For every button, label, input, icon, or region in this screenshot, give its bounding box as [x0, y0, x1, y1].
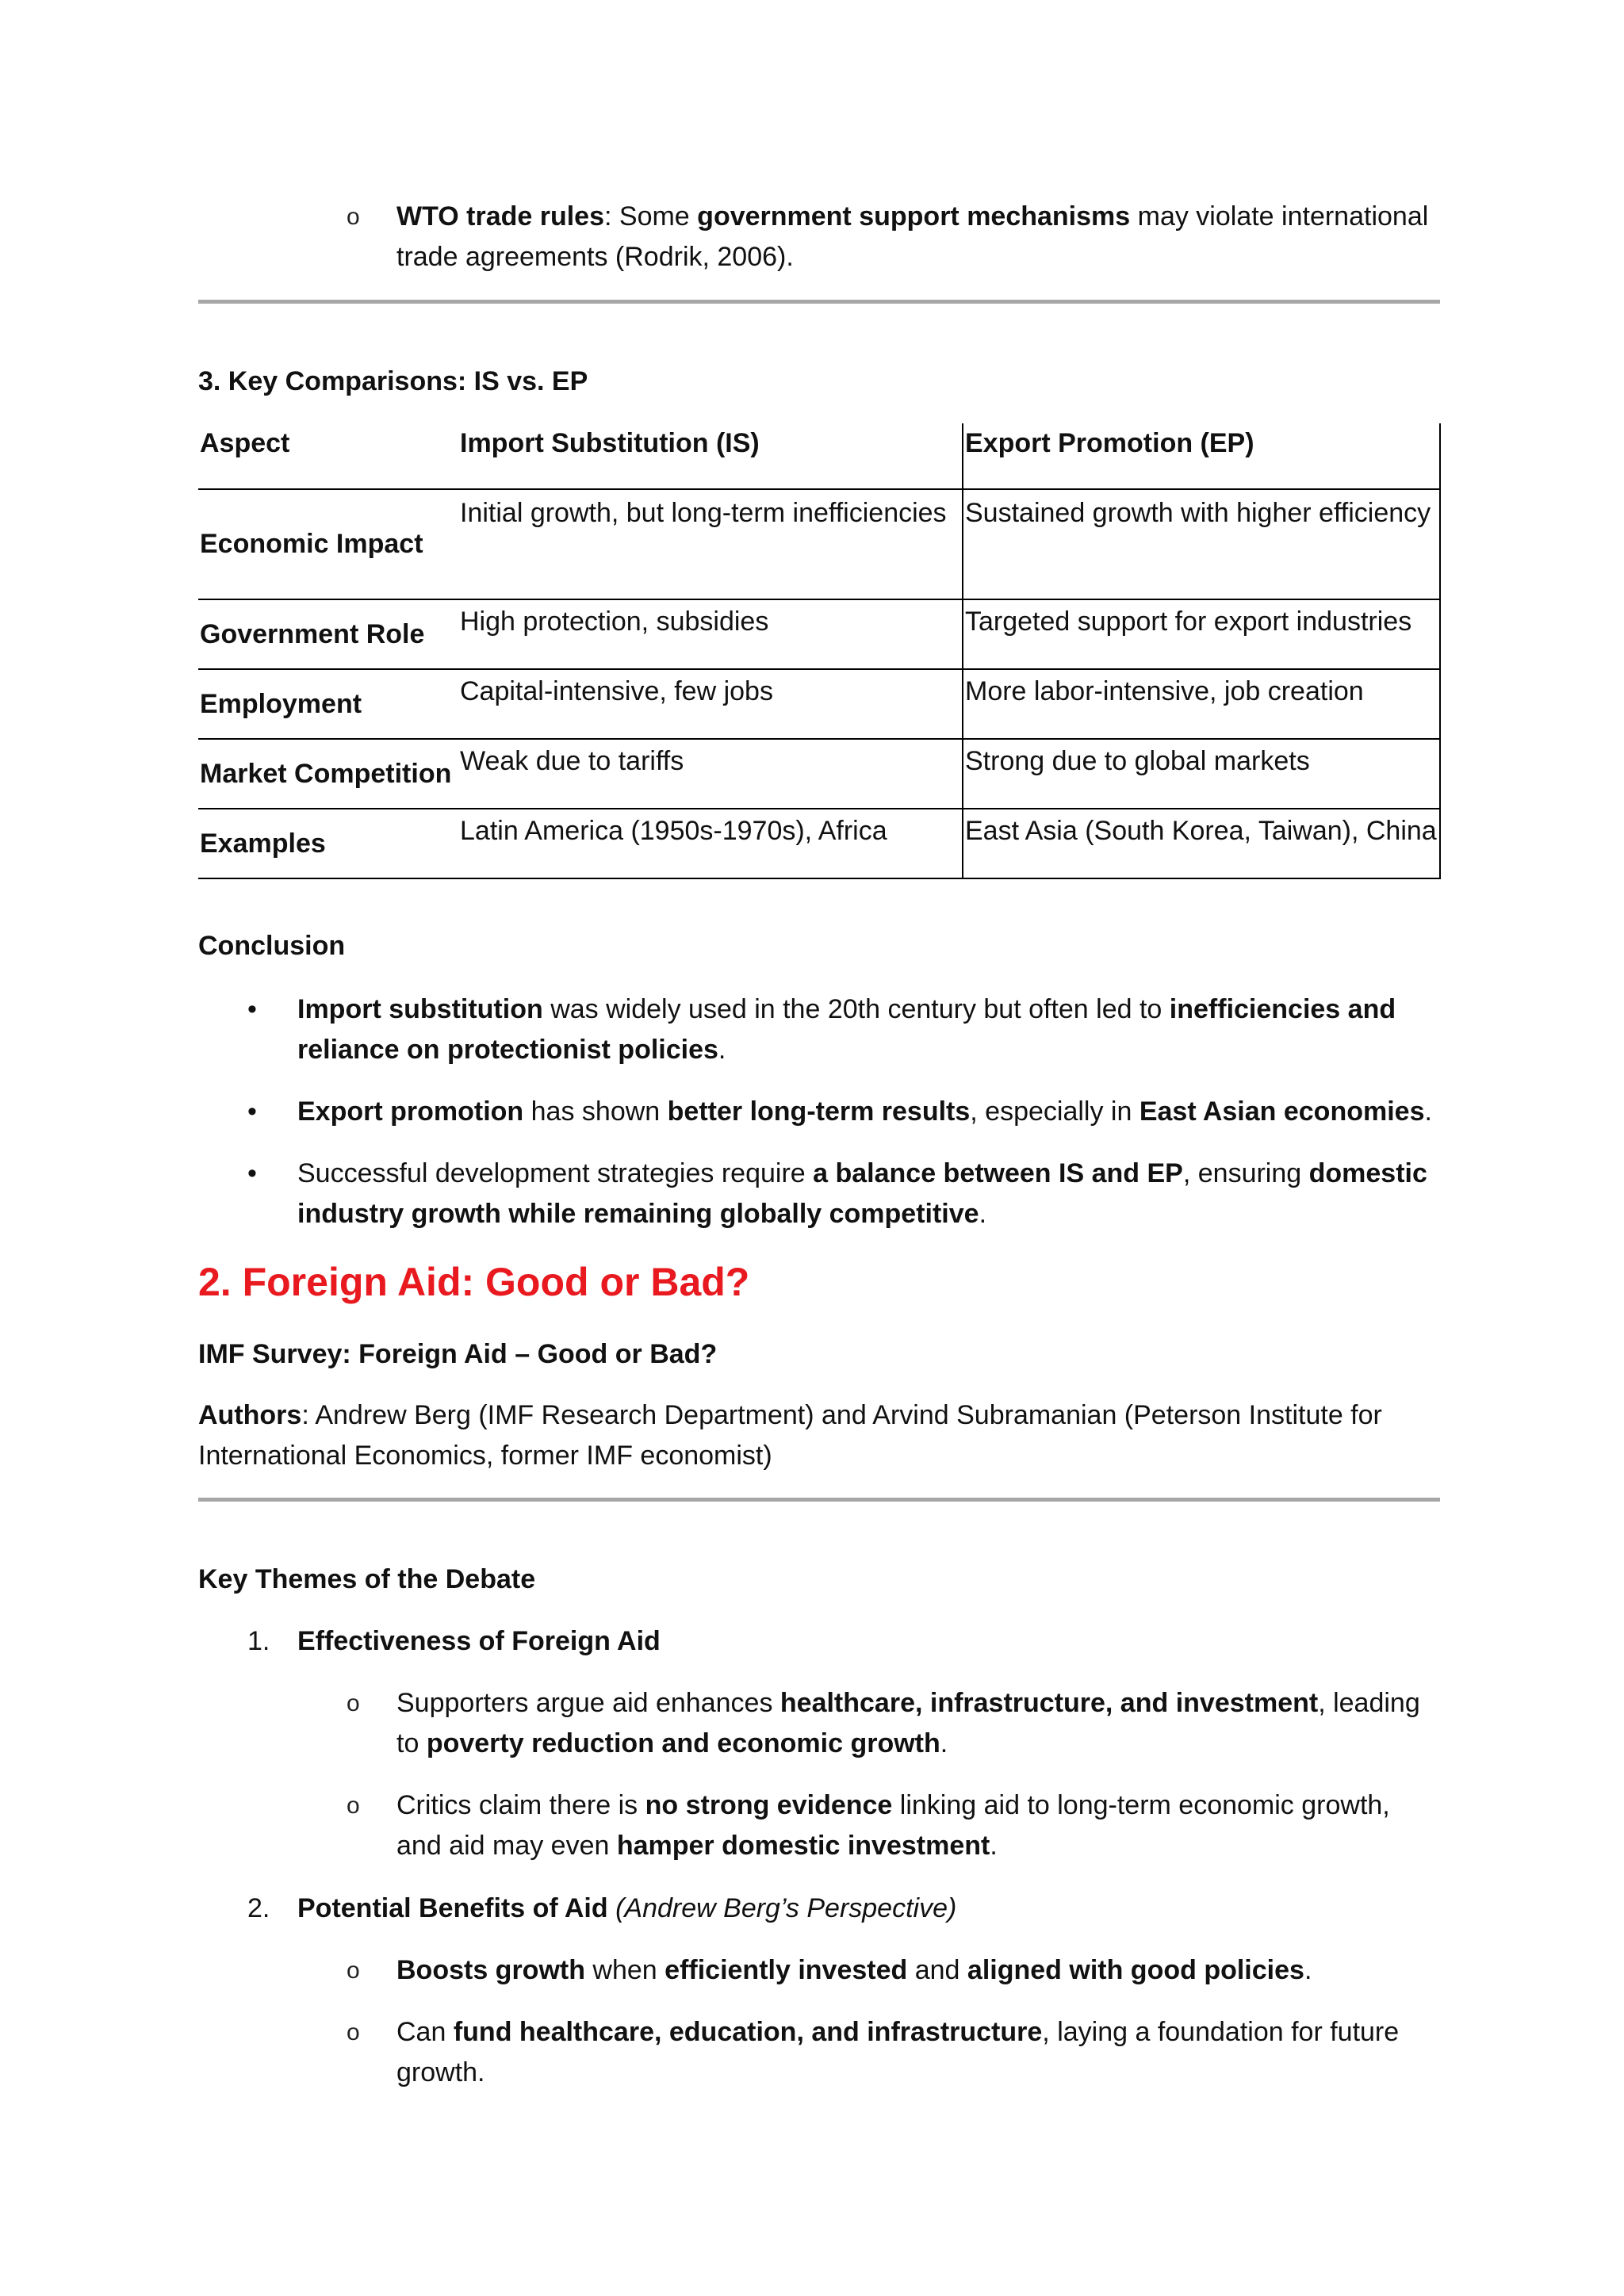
- sub-bullet-marker: o: [347, 1957, 360, 1984]
- table-cell-ep: Targeted support for export industries: [963, 599, 1440, 669]
- bullet-marker: •: [247, 994, 257, 1024]
- conclusion-heading: Conclusion: [198, 931, 346, 961]
- text: Supporters argue aid enhances: [396, 1688, 780, 1718]
- conclusion-item-export-promotion: [297, 1092, 1440, 1132]
- bullet-marker: •: [247, 1096, 257, 1127]
- authors-label: Authors: [198, 1400, 302, 1430]
- theme-effectiveness-title: Effectiveness of Foreign Aid: [297, 1626, 661, 1656]
- bold-text: healthcare, infrastructure, and investment: [779, 1688, 1319, 1718]
- table-cell-is: High protection, subsidies: [458, 599, 963, 669]
- theme-2-point-boosts-growth: [396, 1950, 1440, 1991]
- bold-text: Boosts growth: [396, 1955, 585, 1985]
- text: .: [940, 1728, 948, 1758]
- header-import-substitution: Import Substitution (IS): [458, 423, 963, 489]
- table-cell-ep: Strong due to global markets: [963, 739, 1440, 809]
- section-title: 2. Foreign Aid: Good or Bad?: [198, 1260, 750, 1304]
- text: .: [1424, 1096, 1432, 1127]
- authors-paragraph: [198, 1395, 1440, 1476]
- table-cell-aspect: Examples: [198, 809, 458, 878]
- theme-benefits-title: [297, 1888, 1440, 1929]
- text: : Some: [604, 201, 698, 232]
- text: Can: [396, 2017, 454, 2047]
- sub-bullet-marker: o: [347, 204, 360, 230]
- comparison-table: [198, 423, 1441, 879]
- bold-text: aligned with good policies: [967, 1955, 1304, 1985]
- text: linking aid to long-term economic growth, and aid may even: [396, 1790, 1390, 1861]
- authors-text: : Andrew Berg (IMF Research Department) and Arvind Subramanian (Peterson Institute for International Economics, former IMF economist): [198, 1400, 1382, 1471]
- bullet-marker: •: [247, 1158, 257, 1188]
- bold-text: inefficiencies and reliance on protectionist policies: [297, 994, 1396, 1065]
- table-header-row: [198, 423, 1440, 489]
- text: , laying a foundation for future growth.: [396, 2017, 1400, 2087]
- text: .: [979, 1199, 987, 1229]
- text: , leading to: [396, 1688, 1420, 1758]
- text: , ensuring: [1182, 1158, 1309, 1188]
- text: may violate international trade agreements (Rodrik, 2006).: [396, 201, 1429, 272]
- table-cell-is: Initial growth, but long-term inefficiencies: [458, 489, 963, 599]
- bold-text: no strong evidence: [645, 1790, 893, 1820]
- theme-1-point-critics: [396, 1785, 1440, 1866]
- table-row: [198, 739, 1440, 809]
- bold-text: better long-term results: [667, 1096, 971, 1127]
- bold-text: government support mechanisms: [697, 201, 1131, 232]
- bold-text: Export promotion: [297, 1096, 524, 1127]
- bold-text: hamper domestic investment: [616, 1831, 990, 1861]
- sub-bullet-marker: o: [347, 1793, 360, 1819]
- comparison-heading: 3. Key Comparisons: IS vs. EP: [198, 366, 588, 396]
- themes-heading: Key Themes of the Debate: [198, 1564, 536, 1594]
- horizontal-rule: [198, 1498, 1440, 1502]
- bold-text: Potential Benefits of Aid: [297, 1893, 608, 1923]
- table-row: [198, 599, 1440, 669]
- text: when: [584, 1955, 665, 1985]
- list-number: 2.: [247, 1893, 270, 1923]
- bold-text: East Asian economies: [1139, 1096, 1425, 1127]
- horizontal-rule: [198, 300, 1440, 304]
- theme-2-point-funding: [396, 2012, 1440, 2093]
- text: has shown: [523, 1096, 668, 1127]
- text: and: [907, 1955, 967, 1985]
- conclusion-item-balance: [297, 1154, 1440, 1234]
- bold-text: Import substitution: [297, 994, 543, 1024]
- text: .: [990, 1831, 998, 1861]
- text: Successful development strategies require: [297, 1158, 814, 1188]
- table-cell-is: Capital-intensive, few jobs: [458, 669, 963, 739]
- table-cell-aspect: Employment: [198, 669, 458, 739]
- table-cell-ep: Sustained growth with higher efficiency: [963, 489, 1440, 599]
- bold-text: poverty reduction and economic growth: [426, 1728, 940, 1758]
- table-cell-ep: More labor-intensive, job creation: [963, 669, 1440, 739]
- header-aspect: Aspect: [198, 423, 458, 489]
- text: .: [1304, 1955, 1312, 1985]
- text: was widely used in the 20th century but often led to: [542, 994, 1170, 1024]
- italic-note: (Andrew Berg’s Perspective): [607, 1893, 957, 1923]
- text: .: [718, 1035, 726, 1065]
- sub-bullet-marker: o: [347, 1690, 360, 1716]
- table-row: [198, 669, 1440, 739]
- text: , especially in: [970, 1096, 1139, 1127]
- bold-text: a balance between IS and EP: [813, 1158, 1183, 1188]
- bold-text: WTO trade rules: [396, 201, 604, 232]
- table-cell-aspect: Economic Impact: [198, 489, 458, 599]
- table-cell-aspect: Market Competition: [198, 739, 458, 809]
- bold-text: efficiently invested: [665, 1955, 908, 1985]
- section-subtitle: IMF Survey: Foreign Aid – Good or Bad?: [198, 1339, 718, 1369]
- list-number: 1.: [247, 1626, 270, 1656]
- table-cell-ep: East Asia (South Korea, Taiwan), China: [963, 809, 1440, 878]
- bold-text: fund healthcare, education, and infrastructure: [453, 2017, 1043, 2047]
- bold-text: domestic industry growth while remaining globally competitive: [297, 1158, 1427, 1229]
- text: Critics claim there is: [396, 1790, 645, 1820]
- table-row: [198, 809, 1440, 878]
- wto-trade-rules-item: [396, 197, 1440, 277]
- header-export-promotion: Export Promotion (EP): [963, 423, 1440, 489]
- table-cell-is: Weak due to tariffs: [458, 739, 963, 809]
- theme-1-point-supporters: [396, 1683, 1440, 1764]
- conclusion-item-import-substitution: [297, 989, 1440, 1070]
- sub-bullet-marker: o: [347, 2019, 360, 2045]
- table-row: [198, 489, 1440, 599]
- table-cell-is: Latin America (1950s-1970s), Africa: [458, 809, 963, 878]
- table-cell-aspect: Government Role: [198, 599, 458, 669]
